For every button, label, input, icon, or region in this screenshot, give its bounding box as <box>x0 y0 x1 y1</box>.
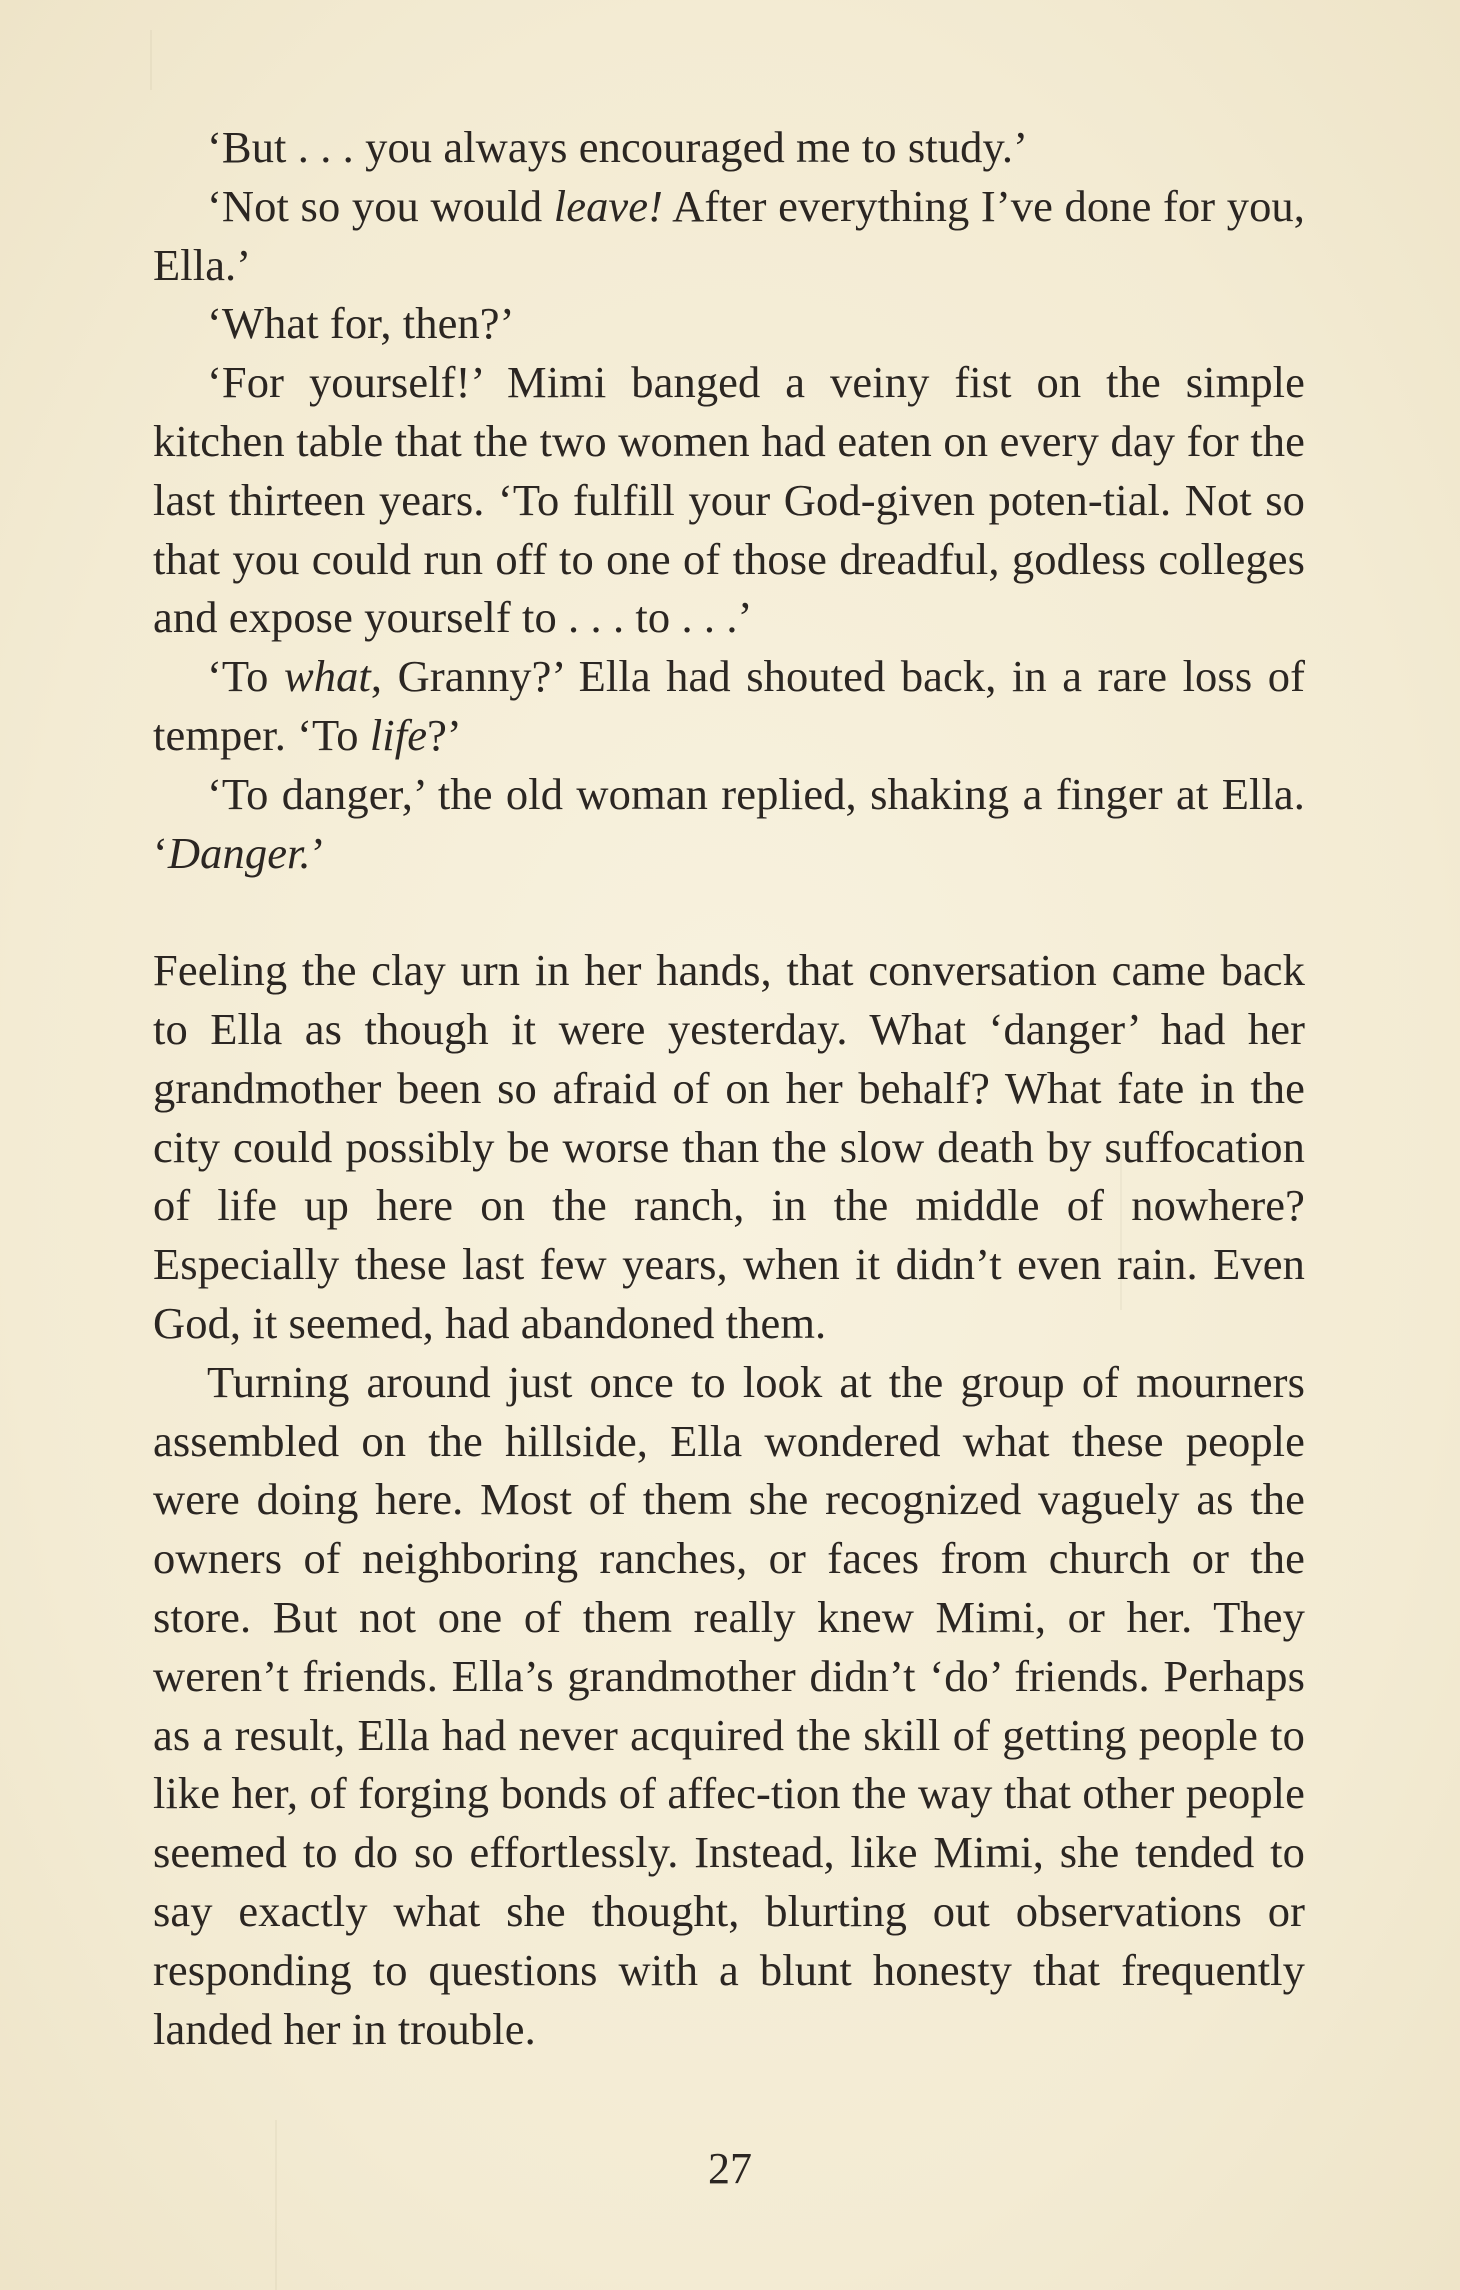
paragraph-6 <box>153 765 1305 883</box>
text-run: ‘To <box>207 651 284 702</box>
italic-text: Danger. <box>167 827 311 878</box>
paragraph-5 <box>153 647 1305 765</box>
text-run: ’ <box>310 827 326 878</box>
text-run: ‘Not so you would <box>207 180 554 231</box>
text-run: Turning around just once to look at the group of mourners assembled on the hillside, Ella wondered what these people were doing here. Most of them she recognized vaguely as the owners of neighboring ranches, or faces from church or the store. But not one of them really knew Mimi, or her. They weren’t friends. Ella’s grandmother didn’t ‘do’ friends. Perhaps as a result, Ella had never acquired the skill of getting people to like her, of forging bonds of affec-tion the way that other people seemed to do so effortlessly. Instead, like Mimi, she tended to say exactly what she thought, blurting out observations or responding to questions with a blunt honesty that frequently landed her in trouble. <box>153 1356 1305 2054</box>
bleed-mark <box>150 30 152 90</box>
text-run: ‘But . . . you always encouraged me to study.’ <box>207 122 1029 172</box>
italic-text: leave! <box>553 180 664 231</box>
text-run: ‘To danger,’ the old woman replied, shaking a finger at Ella. ‘ <box>153 768 1305 878</box>
paragraph-7 <box>153 941 1305 1353</box>
paragraph-8 <box>153 1353 1305 2059</box>
page-number: 27 <box>708 2144 752 2193</box>
paragraph-4 <box>153 353 1305 647</box>
paragraph-2 <box>153 177 1305 295</box>
italic-text: life <box>369 709 428 760</box>
paragraph-3 <box>153 294 1305 353</box>
text-run: After everything I’ve done for you, Ella.’ <box>153 180 1305 290</box>
paragraph-1 <box>153 118 1305 177</box>
italic-text: what <box>283 651 371 702</box>
text-run: ‘For yourself!’ Mimi banged a veiny fist on the simple kitchen table that the two women had eaten on every day for the last thirteen years. ‘To fulfill your God-given poten-tial. Not so that you could run off to one of those dreadful, godless colleges and expose yourself to . . . to . . .’ <box>153 357 1305 643</box>
text-run: , Granny?’ Ella had shouted back, in a rare loss of temper. ‘To <box>153 651 1305 760</box>
text-run: ?’ <box>427 709 462 760</box>
text-run: ‘What for, then?’ <box>207 298 515 349</box>
text-run: Feeling the clay urn in her hands, that conversation came back to Ella as though it were yesterday. What ‘danger’ had her grandmother been so afraid of on her behalf? What fate in the city could possibly be worse than the slow death by suffocation of life up here on the ranch, in the middle of nowhere? Especially these last few years, when it didn’t even rain. Even God, it seemed, had abandoned them. <box>153 945 1305 1348</box>
body-text <box>153 118 1305 2058</box>
